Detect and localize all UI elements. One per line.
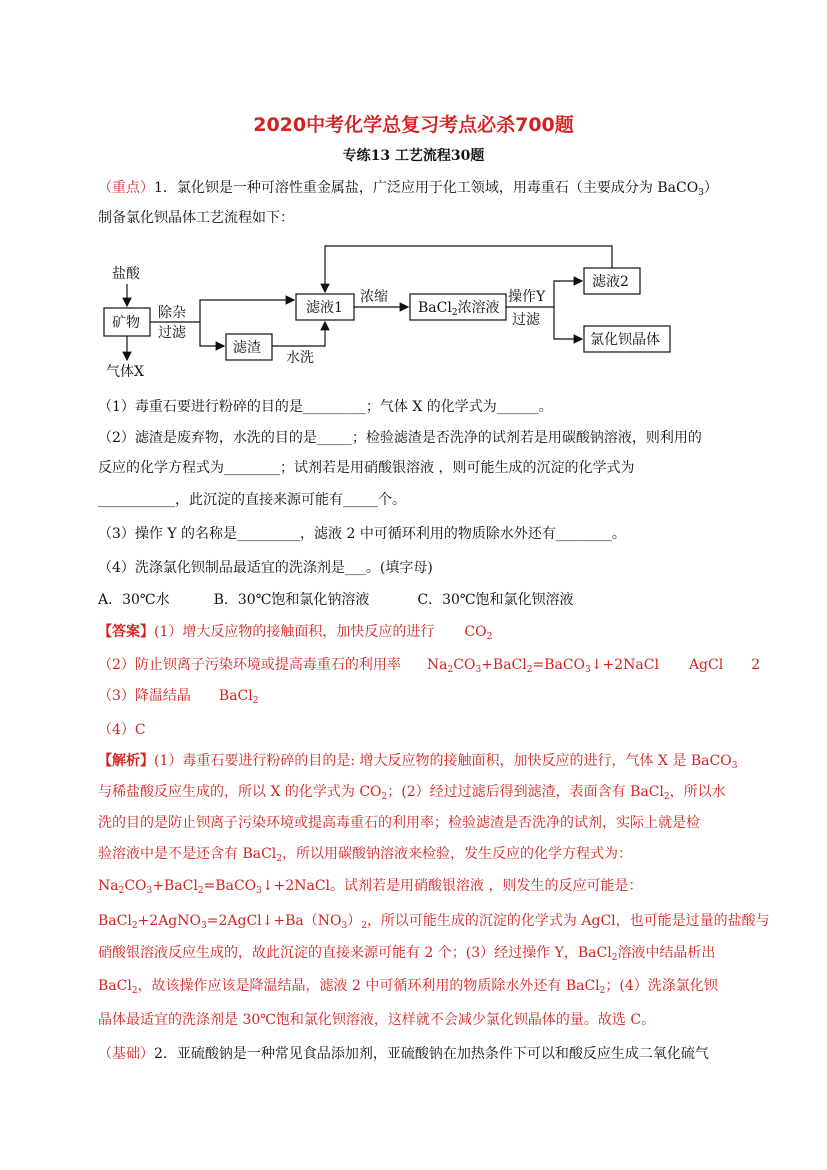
option-b: B．30℃饱和氯化钠溶液 — [213, 592, 370, 608]
label-filtrate1: 滤液1 — [306, 300, 343, 316]
label-residue: 滤渣 — [233, 340, 261, 356]
label-wash: 水洗 — [286, 350, 314, 366]
q1-sub2-line3: ___________，此沉淀的直接来源可能有_____个。 — [98, 492, 406, 508]
q1-sub2-line2: 反应的化学方程式为________；试剂若是用硝酸银溶液 ，则可能生成的沉淀的化学式为 — [98, 460, 635, 476]
label-filter: 过滤 — [158, 325, 186, 341]
analysis-line1: 【解析】(1）毒重石要进行粉碎的目的是: 增大反应物的接触面积，加快反应的进行，气体 X 是 BaCO$_3$ — [98, 753, 738, 771]
q1-sub3: （3）操作 Y 的名称是_________，滤液 2 中可循环利用的物质除水外还有________。 — [98, 526, 626, 542]
analysis-line8: BaCl$_2$，故该操作应该是降温结晶，滤液 2 中可循环利用的物质除水外还有 BaCl$_2$；(4）洗涤氯化钡 — [98, 978, 718, 996]
q1-stem-line1: （重点）1．氯化钡是一种可溶性重金属盐，广泛应用于化工领域，用毒重石（主要成分为 BaCO$_3$） — [98, 180, 718, 198]
answer-label: 【答案】 — [98, 624, 154, 640]
analysis-line2: 与稀盐酸反应生成的，所以 X 的化学式为 $CO_2$；(2）经过过滤后得到滤渣，表面含有 BaCl$_2$，所以水 — [98, 784, 726, 802]
label-filter2: 过滤 — [512, 312, 540, 328]
q1-tag: （重点） — [98, 180, 154, 196]
q1-stem-line2: 制备氯化钡晶体工艺流程如下： — [98, 210, 294, 226]
q1-sub1: （1）毒重石要进行粉碎的目的是_________；气体 X 的化学式为______。 — [98, 399, 553, 415]
page-subtitle: 专练13 工艺流程30题 — [342, 148, 485, 164]
label-concentrate: 浓缩 — [360, 289, 388, 305]
answer-line4: （4）C — [98, 722, 146, 738]
page-title: 2020中考化学总复习考点必杀700题 — [253, 114, 574, 136]
option-c: C．30℃饱和氯化钡溶液 — [417, 592, 574, 608]
analysis-line5: $Na_2CO_3+BaCl_2=BaCO_3↓+2NaCl$。试剂若是用硝酸银溶液 ，则发生的反应可能是： — [98, 878, 643, 896]
analysis-line6: $BaCl_2+2AgNO_3=2AgCl↓+Ba(NO_3)_2$，所以可能生成的沉淀的化学式为 AgCl，也可能是过量的盐酸与 — [98, 913, 770, 931]
q1-options — [98, 590, 574, 610]
analysis-line7: 硝酸银溶液反应生成的，故此沉淀的直接来源可能有 2 个；(3）经过操作 Y，BaCl$_2$溶液中结晶析出 — [98, 945, 716, 963]
answer-line1: 【答案】(1）增大反应物的接触面积，加快反应的进行 $CO_2$ — [98, 624, 493, 642]
q2-tag: （基础） — [98, 1046, 154, 1062]
analysis-line3: 洗的目的是防止钡离子污染环境或提高毒重石的利用率；检验滤渣是否洗净的试剂，实际上就是检 — [98, 815, 700, 831]
label-remove: 除杂 — [158, 305, 186, 321]
label-filtrate2: 滤液2 — [592, 274, 629, 290]
label-ore: 矿物 — [112, 315, 140, 331]
label-bacl2-solution: BaCl$_2$浓溶液 — [418, 300, 500, 318]
answer-line2: （2）防止钡离子污染环境或提高毒重石的利用率 $Na_2CO_3+BaCl_2=BaCO_3↓+2NaCl$ AgCl 2 — [98, 657, 761, 675]
process-flow-diagram — [100, 238, 680, 388]
label-gas-x: 气体X — [106, 364, 144, 380]
label-operation-y: 操作Y — [508, 289, 546, 305]
label-hcl: 盐酸 — [112, 266, 140, 282]
label-crystal: 氯化钡晶体 — [590, 332, 660, 348]
analysis-label: 【解析】 — [98, 753, 154, 769]
analysis-line9: 晶体最适宜的洗涤剂是 30℃饱和氯化钡溶液，这样就不会减少氯化钡晶体的量。故选 C。 — [98, 1012, 656, 1028]
option-a: A．30℃水 — [98, 592, 170, 608]
answer-line3: （3）降温结晶 BaCl$_2$ — [98, 688, 259, 706]
q2-stem: （基础）2．亚硫酸钠是一种常见食品添加剂，亚硫酸钠在加热条件下可以和酸反应生成二氧化硫气 — [98, 1046, 709, 1062]
q1-sub2-line1: （2）滤渣是废弃物，水洗的目的是_____；检验滤渣是否洗净的试剂若是用碳酸钠溶液，则利用的 — [98, 430, 702, 446]
q1-sub4: （4）洗涤氯化钡制品最适宜的洗涤剂是___。(填字母) — [98, 560, 433, 576]
analysis-line4: 验溶液中是不是还含有 BaCl$_2$，所以用碳酸钠溶液来检验，发生反应的化学方程式为： — [98, 846, 633, 864]
